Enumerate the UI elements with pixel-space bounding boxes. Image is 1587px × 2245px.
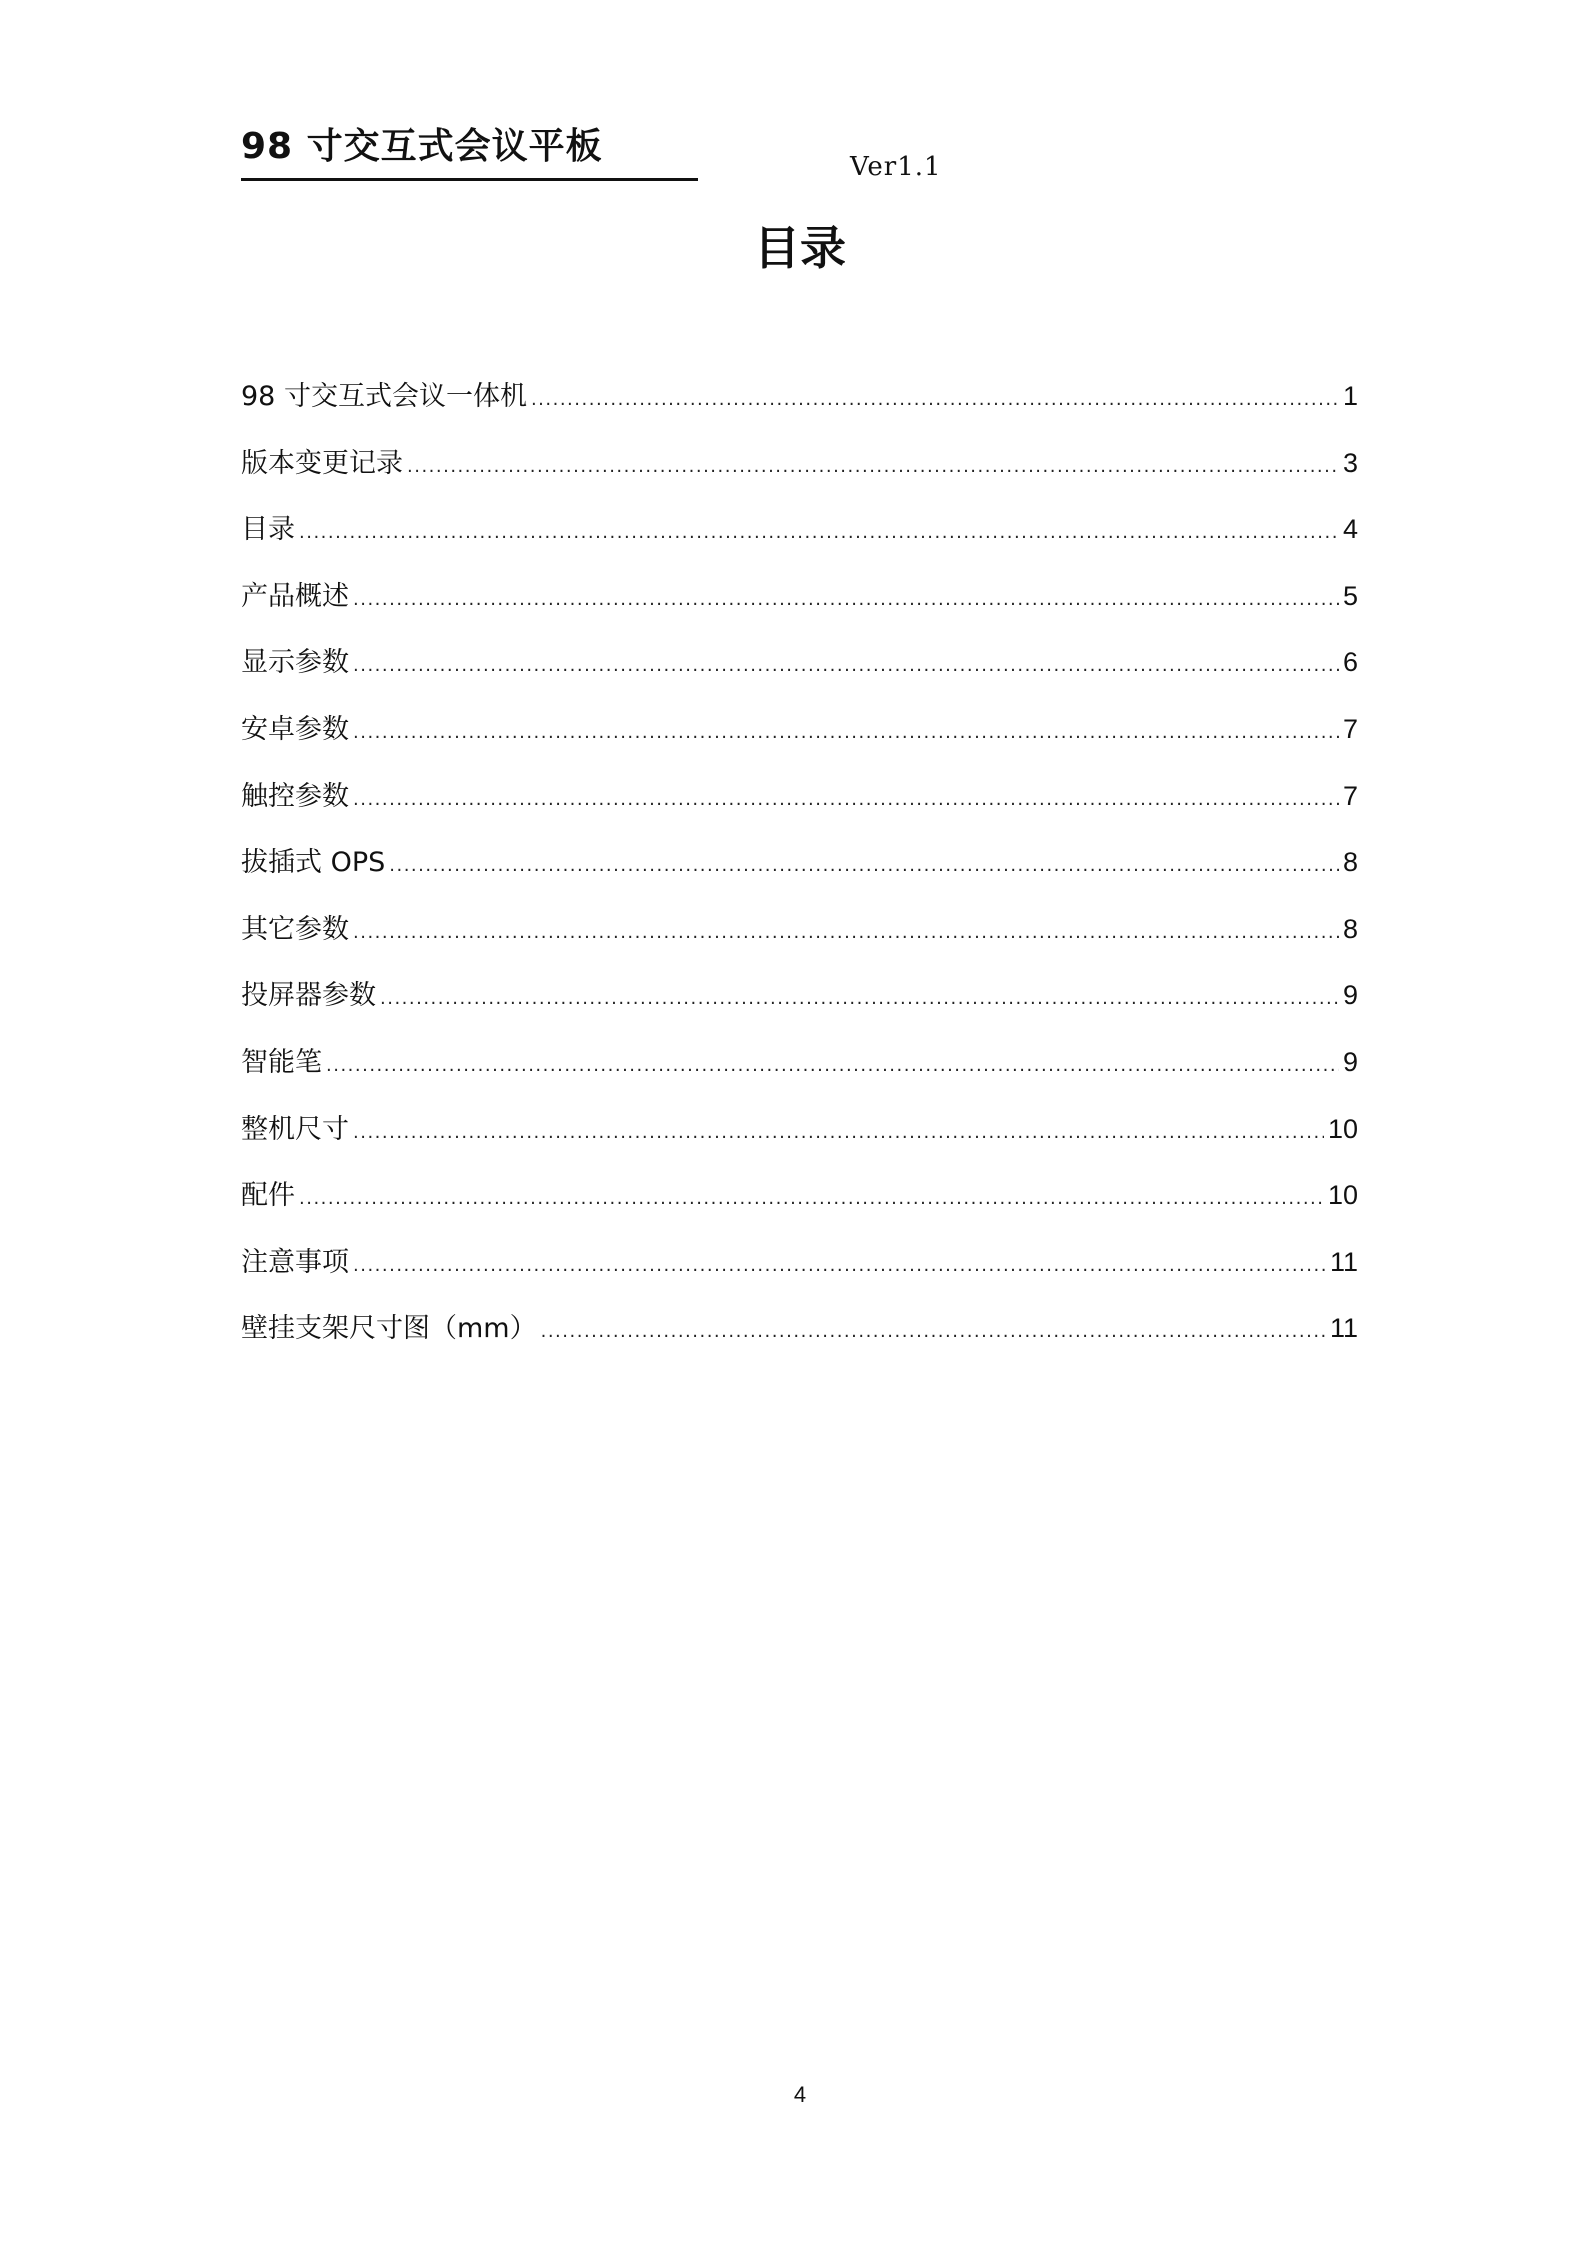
toc-entry[interactable]	[241, 574, 1358, 641]
toc-dot-leader	[389, 855, 1339, 876]
toc-dot-leader	[531, 389, 1339, 410]
toc-entry[interactable]	[241, 374, 1358, 441]
toc-dot-leader	[353, 589, 1339, 610]
toc-dot-leader	[326, 1055, 1339, 1076]
toc-entry-page: 4	[1342, 514, 1358, 545]
toc-dot-leader	[353, 655, 1339, 676]
toc-entry-title: 98 寸交互式会议一体机	[241, 381, 527, 412]
toc-entry-page: 7	[1342, 780, 1358, 811]
toc-entry-page: 3	[1342, 447, 1358, 478]
toc-entry-page: 10	[1327, 1180, 1358, 1211]
toc-entry[interactable]	[241, 1173, 1358, 1240]
toc-entry-page: 8	[1342, 847, 1358, 878]
toc-dot-leader	[353, 722, 1339, 743]
toc-entry-page: 8	[1342, 913, 1358, 944]
toc-entry-title: 版本变更记录	[241, 447, 403, 479]
page-number: 4	[793, 2082, 807, 2107]
toc-dot-leader	[353, 1122, 1324, 1143]
toc-dot-leader	[541, 1321, 1326, 1342]
table-of-contents	[241, 374, 1358, 1373]
toc-dot-leader	[353, 789, 1339, 810]
toc-entry-title: 投屏器参数	[241, 980, 376, 1012]
toc-entry-page: 7	[1342, 713, 1358, 744]
toc-dot-leader	[299, 1188, 1324, 1209]
toc-entry[interactable]	[241, 774, 1358, 841]
toc-entry[interactable]	[241, 840, 1358, 907]
toc-entry[interactable]	[241, 973, 1358, 1040]
version-label: Ver1.1	[850, 152, 942, 182]
toc-entry-title: 整机尺寸	[241, 1113, 349, 1145]
toc-dot-leader	[353, 1255, 1326, 1276]
toc-entry-page: 6	[1342, 647, 1358, 678]
toc-heading: 目录	[754, 221, 846, 275]
toc-entry-title: 壁挂支架尺寸图（mm）	[241, 1313, 537, 1345]
toc-entry-title: 其它参数	[241, 913, 349, 945]
toc-entry-title: 注意事项	[241, 1246, 349, 1278]
toc-entry[interactable]	[241, 707, 1358, 774]
toc-entry[interactable]	[241, 907, 1358, 974]
toc-dot-leader	[407, 456, 1339, 477]
toc-entry-page: 9	[1342, 1046, 1358, 1077]
toc-dot-leader	[380, 988, 1339, 1009]
toc-entry[interactable]	[241, 1107, 1358, 1174]
toc-entry-page: 5	[1342, 580, 1358, 611]
toc-entry-page: 10	[1327, 1113, 1358, 1144]
document-title: 98 寸交互式会议平板	[241, 126, 603, 167]
toc-entry[interactable]	[241, 441, 1358, 508]
toc-entry[interactable]	[241, 1240, 1358, 1307]
toc-entry[interactable]	[241, 1040, 1358, 1107]
toc-entry-title: 触控参数	[241, 780, 349, 812]
toc-entry-title: 产品概述	[241, 580, 349, 612]
toc-entry-title: 拔插式 OPS	[241, 847, 386, 879]
toc-entry-page: 9	[1342, 980, 1358, 1011]
toc-entry-page: 11	[1329, 1313, 1358, 1344]
toc-entry-title: 显示参数	[241, 647, 349, 679]
toc-entry[interactable]	[241, 507, 1358, 574]
toc-entry[interactable]	[241, 640, 1358, 707]
header-underline	[241, 178, 698, 181]
toc-entry-page: 11	[1329, 1246, 1358, 1277]
toc-dot-leader	[299, 522, 1339, 543]
toc-entry[interactable]	[241, 1306, 1358, 1373]
toc-dot-leader	[353, 922, 1339, 943]
toc-entry-page: 1	[1342, 381, 1358, 411]
toc-entry-title: 智能笔	[241, 1046, 322, 1078]
toc-entry-title: 目录	[241, 514, 295, 546]
toc-entry-title: 安卓参数	[241, 713, 349, 745]
toc-entry-title: 配件	[241, 1180, 295, 1212]
